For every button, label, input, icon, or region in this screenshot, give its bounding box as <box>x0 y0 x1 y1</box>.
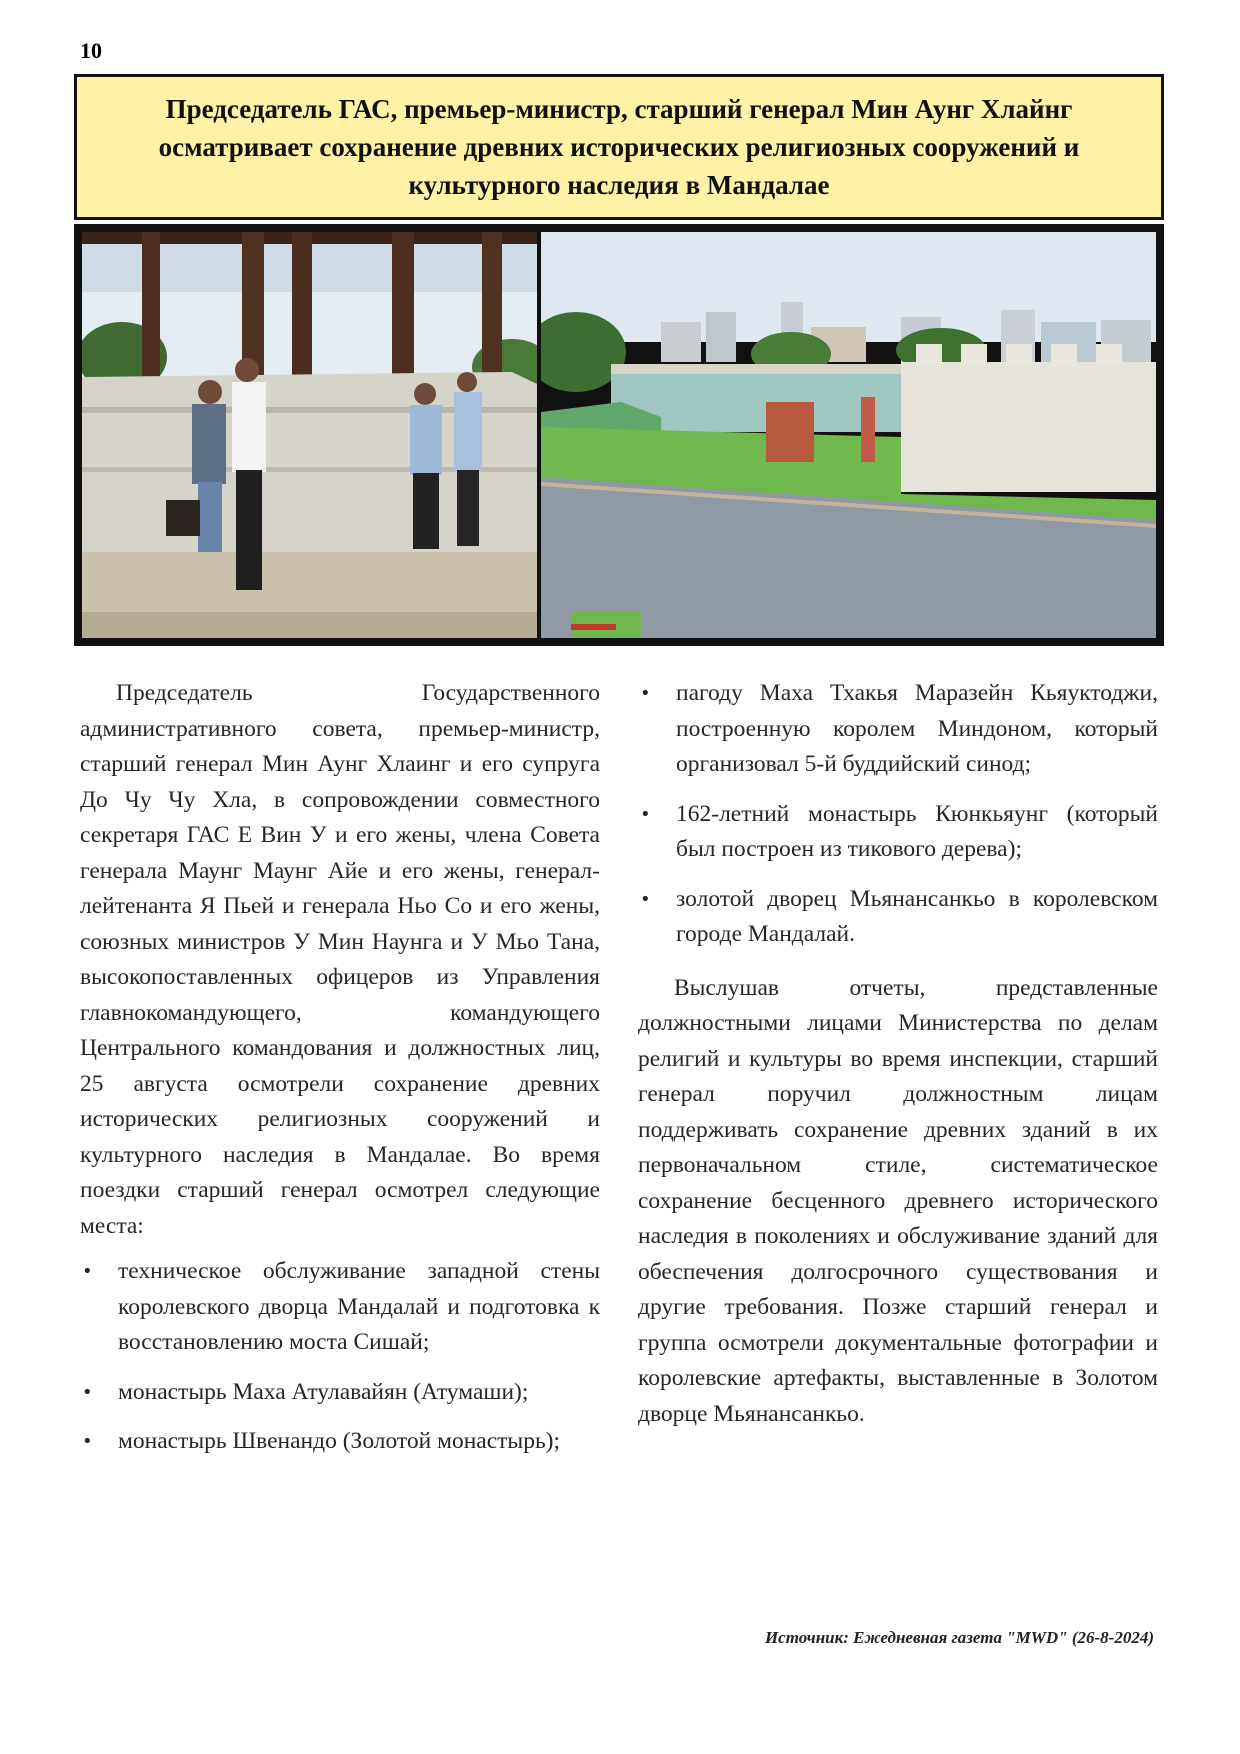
list-item <box>80 1254 600 1361</box>
bullet-icon: • <box>640 803 651 825</box>
bullet-icon: • <box>82 1261 93 1282</box>
article-column-left <box>80 676 600 1474</box>
article-column-right <box>638 676 1158 1432</box>
source-credit: Источник: Ежедневная газета "MWD" (26-8-2024) <box>764 1628 1154 1647</box>
photo-officials-image <box>82 232 537 638</box>
list-item-text: техническое обслуживание западной стены королевского дворца Мандалай и подготовка к восстановлению моста Сишай; <box>118 1258 600 1355</box>
photo-officials-at-pavilion <box>82 232 537 638</box>
article-intro-paragraph: Председатель Государственного административного совета, премьер-министр, старший генерал Мин Аунг Хлаинг и его супруга До Чу Чу Хла, в сопровождении совместного секретаря ГАС Е Вин У и его жены, члена Совета генерала Маунг Маунг Айе и его жены, генерал-лейтенанта Я Пьей и генерала Ньо Со и его жены, союзных министров У Мин Наунга и У Мьо Тана, высокопоставленных офицеров из Управления главнокомандующего, командующего Центрального командования и должностных лиц, 25 августа осмотрели сохранение древних исторических религиозных сооружений и культурного наследия в Мандалае. Во время поездки старший генерал осмотрел следующие места: <box>80 680 600 1239</box>
list-item <box>80 1424 600 1460</box>
list-item <box>638 676 1158 783</box>
inspected-sites-list-left <box>80 1254 600 1460</box>
list-item-text: монастырь Швенандо (Золотой монастырь); <box>118 1428 561 1454</box>
article-closing-paragraph: Выслушав отчеты, представленные должностными лицами Министерства по делам религий и культуры во время инспекции, старший генерал поручил должностным лицам поддерживать сохранение древних зданий в их первоначальном стиле, систематическое сохранение бесценного древнего исторического наследия в поколениях и обслуживание зданий для обеспечения долгосрочного существования и другие требования. Позже старший генерал и группа осмотрели документальные фотографии и королевские артефакты, выставленные в Золотом дворце Мьянансанкьо. <box>638 974 1158 1427</box>
list-item <box>638 797 1158 868</box>
list-item-text: 162-летний монастырь Кюнкьяунг (который был построен из тикового дерева); <box>676 800 1158 862</box>
list-item-text: золотой дворец Мьянансанкьо в королевском городе Мандалай. <box>676 885 1158 947</box>
list-item <box>80 1375 600 1411</box>
list-item <box>638 882 1158 953</box>
bullet-icon: • <box>640 888 651 910</box>
article-title-box <box>74 74 1164 220</box>
bullet-icon: • <box>82 1381 93 1403</box>
article-title: Председатель ГАС, премьер-министр, старший генерал Мин Аунг Хлайнг осматривает сохранение древних исторических религиозных сооружений и культурного наследия в Мандалае <box>158 93 1080 201</box>
list-item-text: монастырь Маха Атулавайян (Атумаши); <box>118 1378 529 1405</box>
page-number: 10 <box>80 38 102 63</box>
list-item-text: пагоду Маха Тхакья Маразейн Кьяуктоджи, построенную королем Миндоном, который организовал 5-й буддийский синод; <box>676 680 1158 777</box>
inspected-sites-list-right <box>638 676 1158 953</box>
photo-moat-image <box>541 232 1156 638</box>
photo-strip <box>74 224 1164 646</box>
bullet-icon: • <box>640 683 651 704</box>
bullet-icon: • <box>82 1431 93 1452</box>
photo-palace-moat <box>541 232 1156 638</box>
